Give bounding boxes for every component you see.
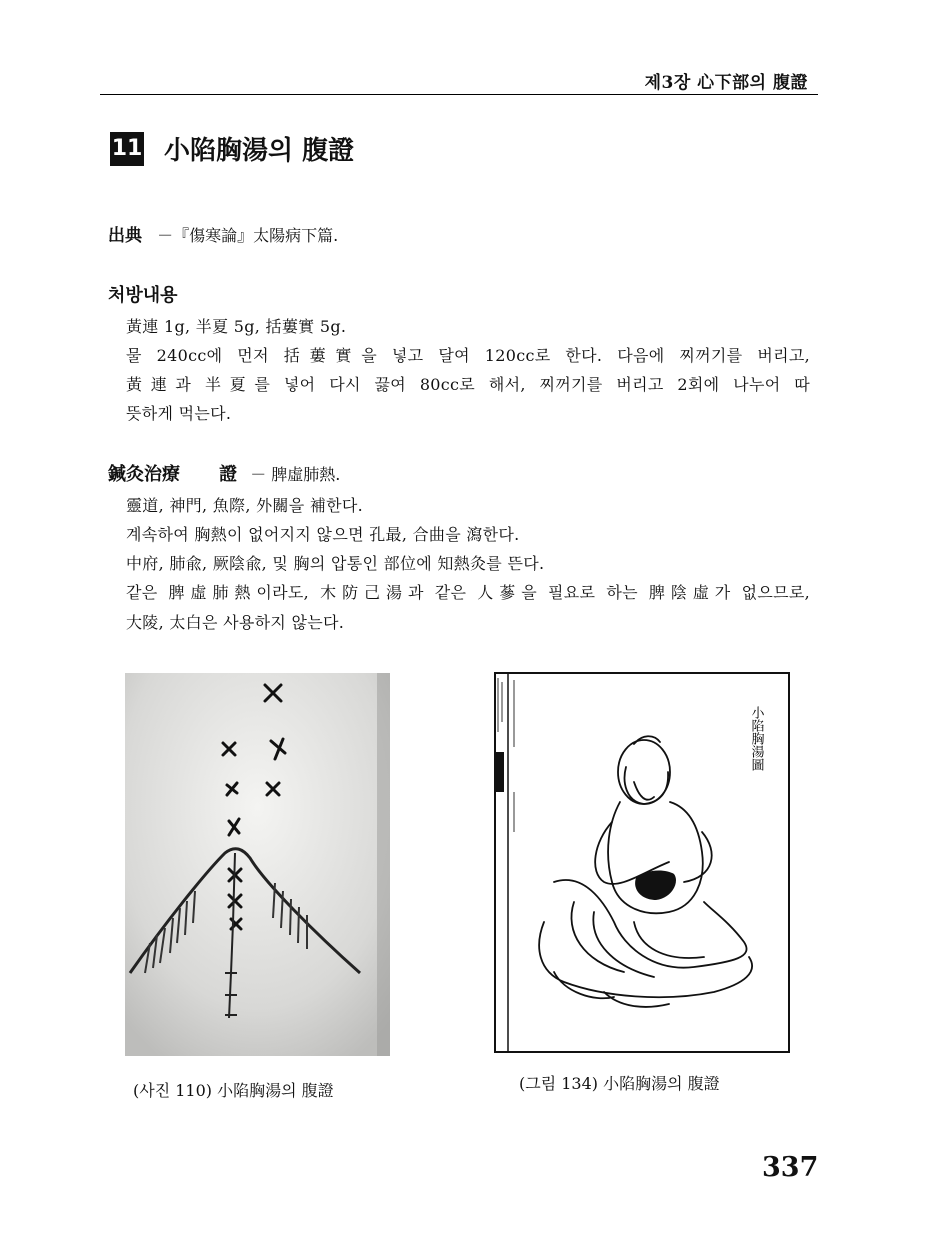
section-number: 11: [110, 132, 144, 166]
source-line: [108, 221, 338, 246]
drawing-caption: (그림 134) 小陷胸湯의 腹證: [519, 1074, 720, 1093]
woodblock-figure-drawing: [494, 672, 790, 1053]
prescription-heading: 처방내용: [108, 285, 178, 306]
treatment-heading-line: [108, 460, 340, 486]
running-header: [100, 62, 818, 95]
treatment-line: 靈道, 神門, 魚際, 外關을 補한다.: [126, 496, 364, 515]
figure-inscription: 小陷胸湯圖: [748, 706, 764, 771]
chapter-title: 제3장 心下部의 腹證: [644, 73, 808, 93]
section-title: [110, 130, 354, 167]
treatment-line: 中府, 肺兪, 厥陰兪, 및 胸의 압통인 部位에 知熱灸를 뜬다.: [126, 554, 545, 573]
treatment-sub-text: － 脾虛肺熱.: [250, 465, 341, 484]
treatment-heading: 鍼灸治療: [108, 464, 180, 485]
photo-caption: (사진 110) 小陷胸湯의 腹證: [133, 1081, 334, 1100]
treatment-line: 大陵, 太白은 사용하지 않는다.: [126, 613, 345, 632]
page-number: 337: [762, 1152, 819, 1183]
abdomen-photo: [125, 673, 390, 1056]
prescription-line: 黃連 1g, 半夏 5g, 括蔞實 5g.: [126, 317, 347, 336]
source-text: －『傷寒論』太陽病下篇.: [157, 226, 339, 245]
source-label: 出典: [108, 226, 142, 246]
prescription-line: 물 240cc에 먼저 括蔞實을 넣고 달여 120cc로 한다. 다음에 찌꺼기를 버리고,: [126, 346, 810, 365]
section-title-text: 小陷胸湯의 腹證: [164, 136, 355, 166]
prescription-line: 黃連과 半夏를 넣어 다시 끓여 80cc로 해서, 찌꺼기를 버리고 2회에 나누어 따: [126, 375, 810, 394]
treatment-line: 계속하여 胸熱이 없어지지 않으면 孔最, 合曲을 瀉한다.: [126, 525, 520, 544]
treatment-line: 같은 脾虛肺熱이라도, 木防己湯과 같은 人蔘을 필요로 하는 脾陰虛가 없으므로,: [126, 583, 810, 602]
treatment-sub-label: 證: [219, 464, 238, 485]
prescription-line: 뜻하게 먹는다.: [126, 404, 232, 423]
